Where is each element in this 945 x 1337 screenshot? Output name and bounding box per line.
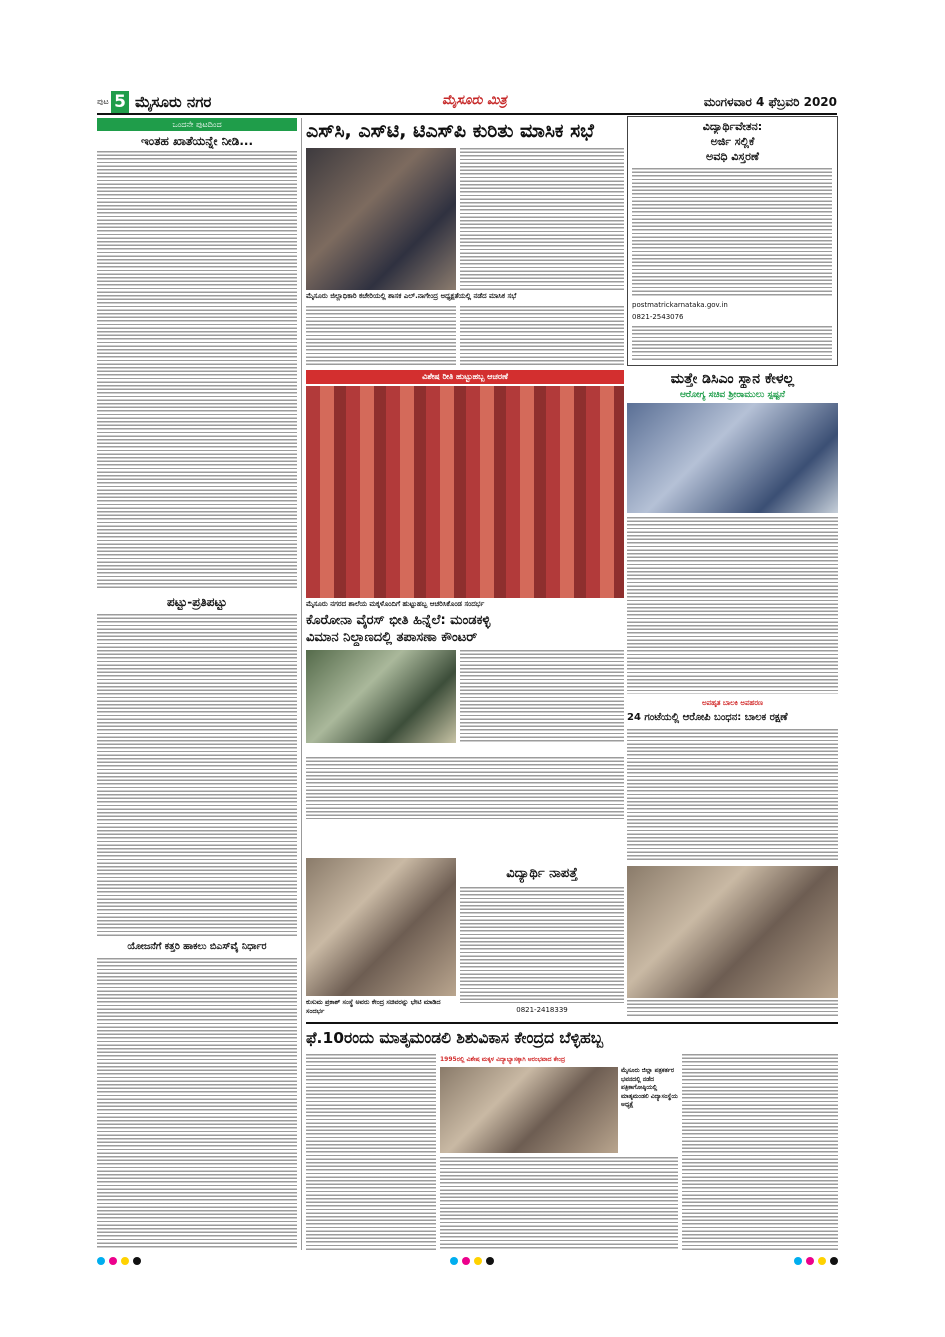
dcm-photo [627,403,838,513]
dcm-body-text [627,517,838,694]
left-body-text-3 [97,958,297,1248]
lead-text-right [460,148,624,290]
brief-website: postmatrickarnataka.gov.in [632,301,728,309]
lead-photo [306,148,456,290]
corona-headline-1: ಕೊರೋನಾ ವೈರಸ್ ಭೀತಿ ಹಿನ್ನೆಲೆ: ಮಂಡಕಳ್ಳಿ [306,613,491,628]
registration-marks-right [794,1257,838,1265]
page-number: 5 [111,91,129,113]
reg-dot-cyan [450,1257,458,1265]
reg-dot-cyan [794,1257,802,1265]
reg-dot-yellow [818,1257,826,1265]
page-label: ಪುಟ [97,97,109,106]
reg-dot-magenta [109,1257,117,1265]
left-kicker [97,118,297,131]
bottom-headline: ಫೆ.10ರಂದು ಮಾತೃಮಂಡಲಿ ಶಿಶುವಿಕಾಸ ಕೇಂದ್ರದ ಬೆಳ್ಳಿಹಬ್ಬ [306,1029,604,1047]
dcm-story [627,370,838,388]
reg-dot-cyan [97,1257,105,1265]
masthead: ಮೈಸೂರು ಮಿತ್ರ [442,93,507,108]
dcm-headline: ಮತ್ತೇ ಡಿಸಿಎಂ ಸ್ಥಾನ ಕೇಳಲ್ಲ [670,371,795,387]
reg-dot-magenta [806,1257,814,1265]
bottom-side-caption: ಮೈಸೂರು ಜಿಲ್ಲಾ ಪತ್ರಕರ್ತರ ಭವನದಲ್ಲಿ ನಡೆದ ಪತ್ರಿಕಾಗೋಷ್ಠಿಯಲ್ಲಿ ಮಾತೃಮಂಡಲಿ ವಿದ್ಯಾಸಂಸ್ಥೆಯ ಅಧ್ಯಕ್ಷೆ [621,1067,678,1109]
registration-marks-left [97,1257,141,1265]
child-headline: 24 ಗಂಟೆಯಲ್ಲಿ ಆರೋಪಿ ಬಂಧನ: ಬಾಲಕ ರಕ್ಷಣೆ [627,712,788,723]
lead-text-bottom-1 [306,306,456,366]
reg-dot-black [133,1257,141,1265]
corona-headline-2: ವಿಮಾನ ನಿಲ್ದಾಣದಲ್ಲಿ ತಪಾಸಣಾ ಕೌಂಟರ್ [306,630,478,645]
visit-kicker [306,370,624,384]
visit-caption: ಮೈಸೂರು ನಗರದ ಶಾಲೆಯ ಮಕ್ಕಳೊಂದಿಗೆ ಹುಟ್ಟುಹಬ್ಬ ಆಚರಿಸಿಕೊಂಡ ಸಂದರ್ಭ [306,600,485,608]
child-kicker: ಅಪಹೃತ ಬಾಲಕಿ ಅಪಹರಣ [701,699,764,707]
bottom-right-text [682,1054,838,1250]
left-subhead-2: ಯೋಜನೆಗೆ ಕತ್ತರಿ ಹಾಕಲು ಬಿಎಸ್‌ವೈ ನಿರ್ಧಾರ [127,941,267,952]
reg-dot-yellow [474,1257,482,1265]
visit-photo [306,386,624,598]
left-subhead-1: ಪಟ್ಟು-ಪ್ರತಿಪಟ್ಟು [167,595,227,609]
header-rule [97,113,837,115]
corona-text-right [460,650,624,743]
bottom-kicker: 1995ರಲ್ಲಿ ವಿಶೇಷ ಮಕ್ಕಳ ವಿದ್ಯಾಭ್ಯಾಸಕ್ಕಾಗಿ ಆರಂಭವಾದ ಕೇಂದ್ರ [440,1056,566,1063]
brief-headline-1: ವಿದ್ಯಾರ್ಥಿವೇತನ: [702,120,763,133]
brief-headline-3: ಅವಧಿ ವಿಸ್ತರಣೆ [706,150,759,163]
group-caption-text [627,1000,838,1018]
missing-body-text [460,887,624,1003]
child-body-text [627,729,838,862]
registration-marks-center [450,1257,494,1265]
left-column-rule [301,118,302,1250]
lead-text-bottom-2 [460,306,624,366]
missing-headline: ವಿದ್ಯಾರ್ಥಿ ನಾಪತ್ತೆ [506,866,578,881]
lead-headline: ಎಸ್‌ಸಿ, ಎಸ್‌ಟಿ, ಟಿಎಸ್‌ಪಿ ಕುರಿತು ಮಾಸಿಕ ಸಭೆ [306,120,594,142]
dcm-subhead: ಆರೋಗ್ಯ ಸಚಿವ ಶ್ರೀರಾಮುಲು ಸ್ಪಷ್ಟನೆ [679,390,786,400]
brief-phone: 0821-2543076 [632,313,684,321]
reg-dot-black [486,1257,494,1265]
lead-photo-caption: ಮೈಸೂರು ಜಿಲ್ಲಾಧಿಕಾರಿ ಕಚೇರಿಯಲ್ಲಿ ಶಾಸಕ ಎಲ್.ನಾಗೇಂದ್ರ ಅಧ್ಯಕ್ಷತೆಯಲ್ಲಿ ನಡೆದ ಮಾಸಿಕ ಸಭೆ [306,292,517,300]
event-photo [306,858,456,996]
bottom-mid-text [440,1157,678,1250]
event-caption: ಕುಸುಮ ಪ್ರಕಾಶ್ ಸಂಸ್ಥೆ ಅವರು ಕೇಂದ್ರ ಸಚಿವರನ್ನು ಭೇಟಿ ಮಾಡಿದ ಸಂದರ್ಭ [306,998,441,1015]
missing-phone: 0821-2418339 [516,1006,568,1014]
bottom-rule [306,1022,838,1024]
group-photo [627,866,838,998]
section-title: ಮೈಸೂರು ನಗರ [135,93,212,111]
left-body-text-2 [97,614,297,936]
bottom-photo [440,1067,618,1153]
brief-headline-2: ಅರ್ಜಿ ಸಲ್ಲಿಕೆ [710,135,755,148]
corona-photo [306,650,456,743]
page-header [97,91,837,113]
reg-dot-black [830,1257,838,1265]
issue-date: ಮಂಗಳವಾರ 4 ಫೆಬ್ರವರಿ 2020 [703,95,837,109]
corona-body-text [306,757,624,819]
brief-body-text-2 [632,326,832,362]
reg-dot-magenta [462,1257,470,1265]
kicker-text: ಒಂದನೇ ಪುಟದಿಂದ [172,120,222,129]
bottom-left-text [306,1054,436,1250]
left-body-text [97,151,297,590]
brief-body-text [632,168,832,296]
left-headline: ಇಂತಹ ಖಾತೆಯನ್ನೇ ನೀಡಿ... [140,134,254,148]
reg-dot-yellow [121,1257,129,1265]
visit-kicker-text: ವಿಶೇಷ ರೀತಿ ಹುಟ್ಟುಹಬ್ಬ ಆಚರಣೆ [422,372,508,381]
